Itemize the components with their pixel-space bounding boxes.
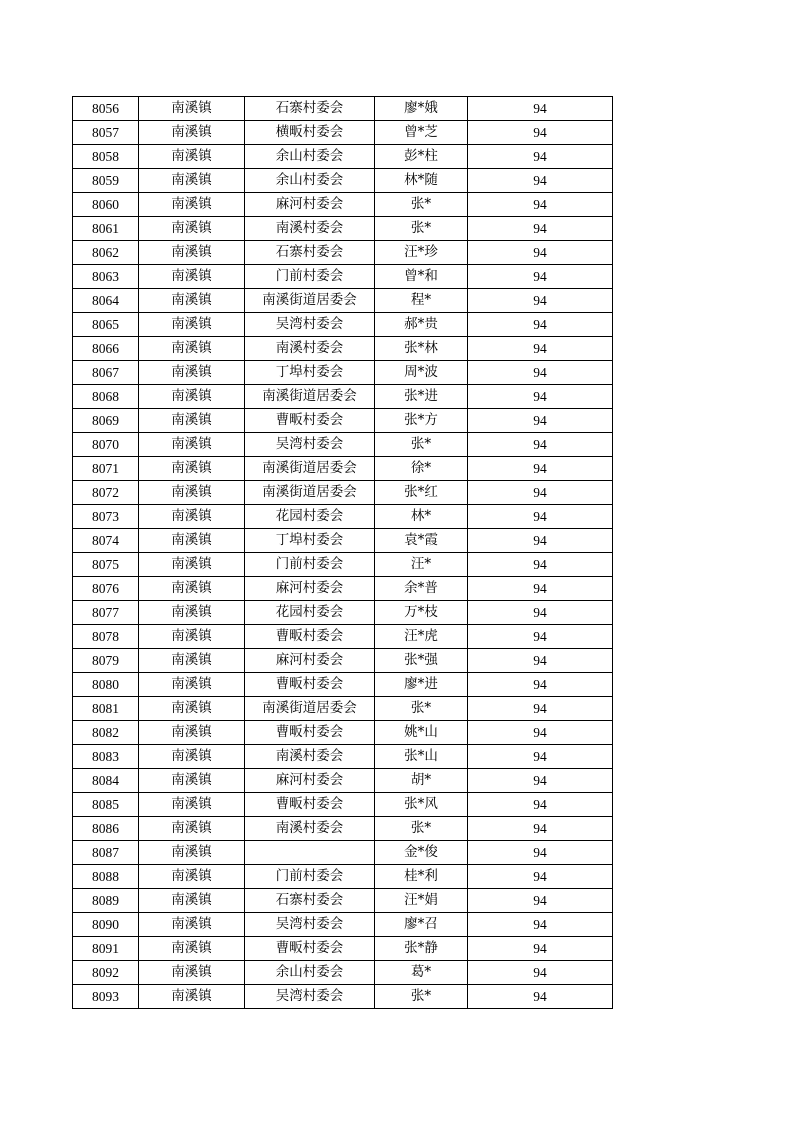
amount-cell: 94 xyxy=(468,937,613,961)
village-cell: 花园村委会 xyxy=(245,601,375,625)
person-name-cell: 汪*娟 xyxy=(375,889,468,913)
amount-cell: 94 xyxy=(468,745,613,769)
row-number-cell: 8091 xyxy=(73,937,139,961)
amount-cell: 94 xyxy=(468,361,613,385)
amount-cell: 94 xyxy=(468,865,613,889)
table-row xyxy=(73,121,613,145)
row-number-cell: 8083 xyxy=(73,745,139,769)
row-number-cell: 8092 xyxy=(73,961,139,985)
table-row xyxy=(73,769,613,793)
row-number-cell: 8073 xyxy=(73,505,139,529)
village-cell: 麻河村委会 xyxy=(245,193,375,217)
row-number-cell: 8058 xyxy=(73,145,139,169)
town-cell: 南溪镇 xyxy=(139,481,245,505)
person-name-cell: 张*山 xyxy=(375,745,468,769)
table-row xyxy=(73,553,613,577)
table-row xyxy=(73,841,613,865)
row-number-cell: 8087 xyxy=(73,841,139,865)
village-cell: 花园村委会 xyxy=(245,505,375,529)
amount-cell: 94 xyxy=(468,913,613,937)
table-row xyxy=(73,985,613,1009)
person-name-cell: 曾*芝 xyxy=(375,121,468,145)
row-number-cell: 8082 xyxy=(73,721,139,745)
village-cell: 南溪街道居委会 xyxy=(245,457,375,481)
person-name-cell: 周*波 xyxy=(375,361,468,385)
town-cell: 南溪镇 xyxy=(139,313,245,337)
village-cell: 吴湾村委会 xyxy=(245,913,375,937)
amount-cell: 94 xyxy=(468,817,613,841)
town-cell: 南溪镇 xyxy=(139,769,245,793)
town-cell: 南溪镇 xyxy=(139,457,245,481)
village-cell: 吴湾村委会 xyxy=(245,433,375,457)
person-name-cell: 余*普 xyxy=(375,577,468,601)
row-number-cell: 8062 xyxy=(73,241,139,265)
amount-cell: 94 xyxy=(468,337,613,361)
amount-cell: 94 xyxy=(468,553,613,577)
amount-cell: 94 xyxy=(468,505,613,529)
row-number-cell: 8074 xyxy=(73,529,139,553)
town-cell: 南溪镇 xyxy=(139,937,245,961)
row-number-cell: 8069 xyxy=(73,409,139,433)
person-name-cell: 张*风 xyxy=(375,793,468,817)
table-row xyxy=(73,289,613,313)
town-cell: 南溪镇 xyxy=(139,985,245,1009)
table-row xyxy=(73,529,613,553)
town-cell: 南溪镇 xyxy=(139,697,245,721)
village-cell: 曹畈村委会 xyxy=(245,673,375,697)
table-row xyxy=(73,673,613,697)
village-cell: 南溪街道居委会 xyxy=(245,481,375,505)
row-number-cell: 8090 xyxy=(73,913,139,937)
amount-cell: 94 xyxy=(468,313,613,337)
row-number-cell: 8061 xyxy=(73,217,139,241)
town-cell: 南溪镇 xyxy=(139,337,245,361)
amount-cell: 94 xyxy=(468,481,613,505)
town-cell: 南溪镇 xyxy=(139,169,245,193)
amount-cell: 94 xyxy=(468,193,613,217)
person-name-cell: 张* xyxy=(375,985,468,1009)
row-number-cell: 8089 xyxy=(73,889,139,913)
town-cell: 南溪镇 xyxy=(139,673,245,697)
table-row xyxy=(73,721,613,745)
person-name-cell: 张*进 xyxy=(375,385,468,409)
town-cell: 南溪镇 xyxy=(139,241,245,265)
amount-cell: 94 xyxy=(468,601,613,625)
table-row xyxy=(73,313,613,337)
amount-cell: 94 xyxy=(468,985,613,1009)
person-name-cell: 林*随 xyxy=(375,169,468,193)
row-number-cell: 8071 xyxy=(73,457,139,481)
person-name-cell: 汪* xyxy=(375,553,468,577)
row-number-cell: 8077 xyxy=(73,601,139,625)
row-number-cell: 8067 xyxy=(73,361,139,385)
village-cell: 曹畈村委会 xyxy=(245,625,375,649)
amount-cell: 94 xyxy=(468,649,613,673)
town-cell: 南溪镇 xyxy=(139,961,245,985)
table-row xyxy=(73,385,613,409)
amount-cell: 94 xyxy=(468,433,613,457)
person-name-cell: 张* xyxy=(375,433,468,457)
row-number-cell: 8078 xyxy=(73,625,139,649)
row-number-cell: 8060 xyxy=(73,193,139,217)
amount-cell: 94 xyxy=(468,457,613,481)
village-cell: 石寨村委会 xyxy=(245,889,375,913)
table-row xyxy=(73,169,613,193)
table-row xyxy=(73,817,613,841)
town-cell: 南溪镇 xyxy=(139,433,245,457)
person-name-cell: 张*静 xyxy=(375,937,468,961)
village-cell: 横畈村委会 xyxy=(245,121,375,145)
table-row xyxy=(73,337,613,361)
row-number-cell: 8093 xyxy=(73,985,139,1009)
person-name-cell: 胡* xyxy=(375,769,468,793)
town-cell: 南溪镇 xyxy=(139,913,245,937)
town-cell: 南溪镇 xyxy=(139,889,245,913)
table-row xyxy=(73,577,613,601)
village-cell: 余山村委会 xyxy=(245,169,375,193)
amount-cell: 94 xyxy=(468,673,613,697)
roster-body xyxy=(73,97,613,1009)
amount-cell: 94 xyxy=(468,121,613,145)
row-number-cell: 8068 xyxy=(73,385,139,409)
row-number-cell: 8065 xyxy=(73,313,139,337)
town-cell: 南溪镇 xyxy=(139,721,245,745)
village-cell: 余山村委会 xyxy=(245,145,375,169)
town-cell: 南溪镇 xyxy=(139,409,245,433)
person-name-cell: 张*林 xyxy=(375,337,468,361)
town-cell: 南溪镇 xyxy=(139,817,245,841)
amount-cell: 94 xyxy=(468,841,613,865)
table-row xyxy=(73,241,613,265)
table-row xyxy=(73,457,613,481)
village-cell: 南溪村委会 xyxy=(245,217,375,241)
row-number-cell: 8070 xyxy=(73,433,139,457)
person-name-cell: 葛* xyxy=(375,961,468,985)
person-name-cell: 姚*山 xyxy=(375,721,468,745)
table-row xyxy=(73,481,613,505)
table-row xyxy=(73,625,613,649)
person-name-cell: 袁*霞 xyxy=(375,529,468,553)
person-name-cell: 彭*柱 xyxy=(375,145,468,169)
table-row xyxy=(73,193,613,217)
town-cell: 南溪镇 xyxy=(139,505,245,529)
amount-cell: 94 xyxy=(468,577,613,601)
town-cell: 南溪镇 xyxy=(139,865,245,889)
table-row xyxy=(73,601,613,625)
village-cell: 丁埠村委会 xyxy=(245,361,375,385)
row-number-cell: 8057 xyxy=(73,121,139,145)
row-number-cell: 8086 xyxy=(73,817,139,841)
town-cell: 南溪镇 xyxy=(139,145,245,169)
amount-cell: 94 xyxy=(468,217,613,241)
village-cell xyxy=(245,841,375,865)
village-cell: 南溪村委会 xyxy=(245,337,375,361)
row-number-cell: 8063 xyxy=(73,265,139,289)
village-cell: 余山村委会 xyxy=(245,961,375,985)
village-cell: 门前村委会 xyxy=(245,553,375,577)
amount-cell: 94 xyxy=(468,625,613,649)
amount-cell: 94 xyxy=(468,961,613,985)
person-name-cell: 张* xyxy=(375,697,468,721)
town-cell: 南溪镇 xyxy=(139,745,245,769)
row-number-cell: 8081 xyxy=(73,697,139,721)
row-number-cell: 8085 xyxy=(73,793,139,817)
village-cell: 麻河村委会 xyxy=(245,769,375,793)
table-row xyxy=(73,697,613,721)
amount-cell: 94 xyxy=(468,697,613,721)
village-cell: 门前村委会 xyxy=(245,865,375,889)
amount-cell: 94 xyxy=(468,889,613,913)
table-row xyxy=(73,97,613,121)
village-cell: 南溪街道居委会 xyxy=(245,289,375,313)
amount-cell: 94 xyxy=(468,241,613,265)
village-cell: 石寨村委会 xyxy=(245,97,375,121)
town-cell: 南溪镇 xyxy=(139,529,245,553)
town-cell: 南溪镇 xyxy=(139,577,245,601)
person-name-cell: 张* xyxy=(375,817,468,841)
row-number-cell: 8084 xyxy=(73,769,139,793)
person-name-cell: 张*方 xyxy=(375,409,468,433)
subsidy-roster-table xyxy=(72,96,613,1009)
town-cell: 南溪镇 xyxy=(139,553,245,577)
table-row xyxy=(73,649,613,673)
table-row xyxy=(73,913,613,937)
village-cell: 吴湾村委会 xyxy=(245,313,375,337)
table-row xyxy=(73,889,613,913)
person-name-cell: 张*红 xyxy=(375,481,468,505)
village-cell: 吴湾村委会 xyxy=(245,985,375,1009)
village-cell: 门前村委会 xyxy=(245,265,375,289)
person-name-cell: 金*俊 xyxy=(375,841,468,865)
person-name-cell: 曾*和 xyxy=(375,265,468,289)
town-cell: 南溪镇 xyxy=(139,385,245,409)
village-cell: 麻河村委会 xyxy=(245,649,375,673)
town-cell: 南溪镇 xyxy=(139,217,245,241)
town-cell: 南溪镇 xyxy=(139,361,245,385)
person-name-cell: 徐* xyxy=(375,457,468,481)
town-cell: 南溪镇 xyxy=(139,649,245,673)
village-cell: 石寨村委会 xyxy=(245,241,375,265)
village-cell: 麻河村委会 xyxy=(245,577,375,601)
amount-cell: 94 xyxy=(468,169,613,193)
table-row xyxy=(73,265,613,289)
row-number-cell: 8080 xyxy=(73,673,139,697)
town-cell: 南溪镇 xyxy=(139,265,245,289)
table-row xyxy=(73,937,613,961)
amount-cell: 94 xyxy=(468,265,613,289)
table-row xyxy=(73,793,613,817)
person-name-cell: 张* xyxy=(375,193,468,217)
table-row xyxy=(73,361,613,385)
village-cell: 丁埠村委会 xyxy=(245,529,375,553)
person-name-cell: 桂*利 xyxy=(375,865,468,889)
village-cell: 南溪街道居委会 xyxy=(245,385,375,409)
amount-cell: 94 xyxy=(468,289,613,313)
amount-cell: 94 xyxy=(468,385,613,409)
amount-cell: 94 xyxy=(468,145,613,169)
table-row xyxy=(73,961,613,985)
table-row xyxy=(73,409,613,433)
village-cell: 曹畈村委会 xyxy=(245,793,375,817)
person-name-cell: 林* xyxy=(375,505,468,529)
row-number-cell: 8075 xyxy=(73,553,139,577)
town-cell: 南溪镇 xyxy=(139,841,245,865)
village-cell: 曹畈村委会 xyxy=(245,721,375,745)
row-number-cell: 8056 xyxy=(73,97,139,121)
town-cell: 南溪镇 xyxy=(139,289,245,313)
table-row xyxy=(73,865,613,889)
row-number-cell: 8076 xyxy=(73,577,139,601)
town-cell: 南溪镇 xyxy=(139,625,245,649)
table-row xyxy=(73,433,613,457)
row-number-cell: 8066 xyxy=(73,337,139,361)
amount-cell: 94 xyxy=(468,409,613,433)
table-row xyxy=(73,217,613,241)
table-row xyxy=(73,745,613,769)
person-name-cell: 张*强 xyxy=(375,649,468,673)
village-cell: 南溪村委会 xyxy=(245,817,375,841)
village-cell: 曹畈村委会 xyxy=(245,937,375,961)
person-name-cell: 廖*召 xyxy=(375,913,468,937)
village-cell: 南溪街道居委会 xyxy=(245,697,375,721)
row-number-cell: 8059 xyxy=(73,169,139,193)
town-cell: 南溪镇 xyxy=(139,121,245,145)
table-row xyxy=(73,505,613,529)
village-cell: 曹畈村委会 xyxy=(245,409,375,433)
person-name-cell: 郝*贵 xyxy=(375,313,468,337)
table-row xyxy=(73,145,613,169)
amount-cell: 94 xyxy=(468,793,613,817)
row-number-cell: 8079 xyxy=(73,649,139,673)
village-cell: 南溪村委会 xyxy=(245,745,375,769)
person-name-cell: 程* xyxy=(375,289,468,313)
row-number-cell: 8088 xyxy=(73,865,139,889)
amount-cell: 94 xyxy=(468,97,613,121)
person-name-cell: 汪*虎 xyxy=(375,625,468,649)
person-name-cell: 汪*珍 xyxy=(375,241,468,265)
amount-cell: 94 xyxy=(468,769,613,793)
town-cell: 南溪镇 xyxy=(139,793,245,817)
amount-cell: 94 xyxy=(468,721,613,745)
person-name-cell: 廖*进 xyxy=(375,673,468,697)
person-name-cell: 万*枝 xyxy=(375,601,468,625)
person-name-cell: 张* xyxy=(375,217,468,241)
amount-cell: 94 xyxy=(468,529,613,553)
town-cell: 南溪镇 xyxy=(139,97,245,121)
town-cell: 南溪镇 xyxy=(139,601,245,625)
row-number-cell: 8064 xyxy=(73,289,139,313)
town-cell: 南溪镇 xyxy=(139,193,245,217)
row-number-cell: 8072 xyxy=(73,481,139,505)
person-name-cell: 廖*娥 xyxy=(375,97,468,121)
